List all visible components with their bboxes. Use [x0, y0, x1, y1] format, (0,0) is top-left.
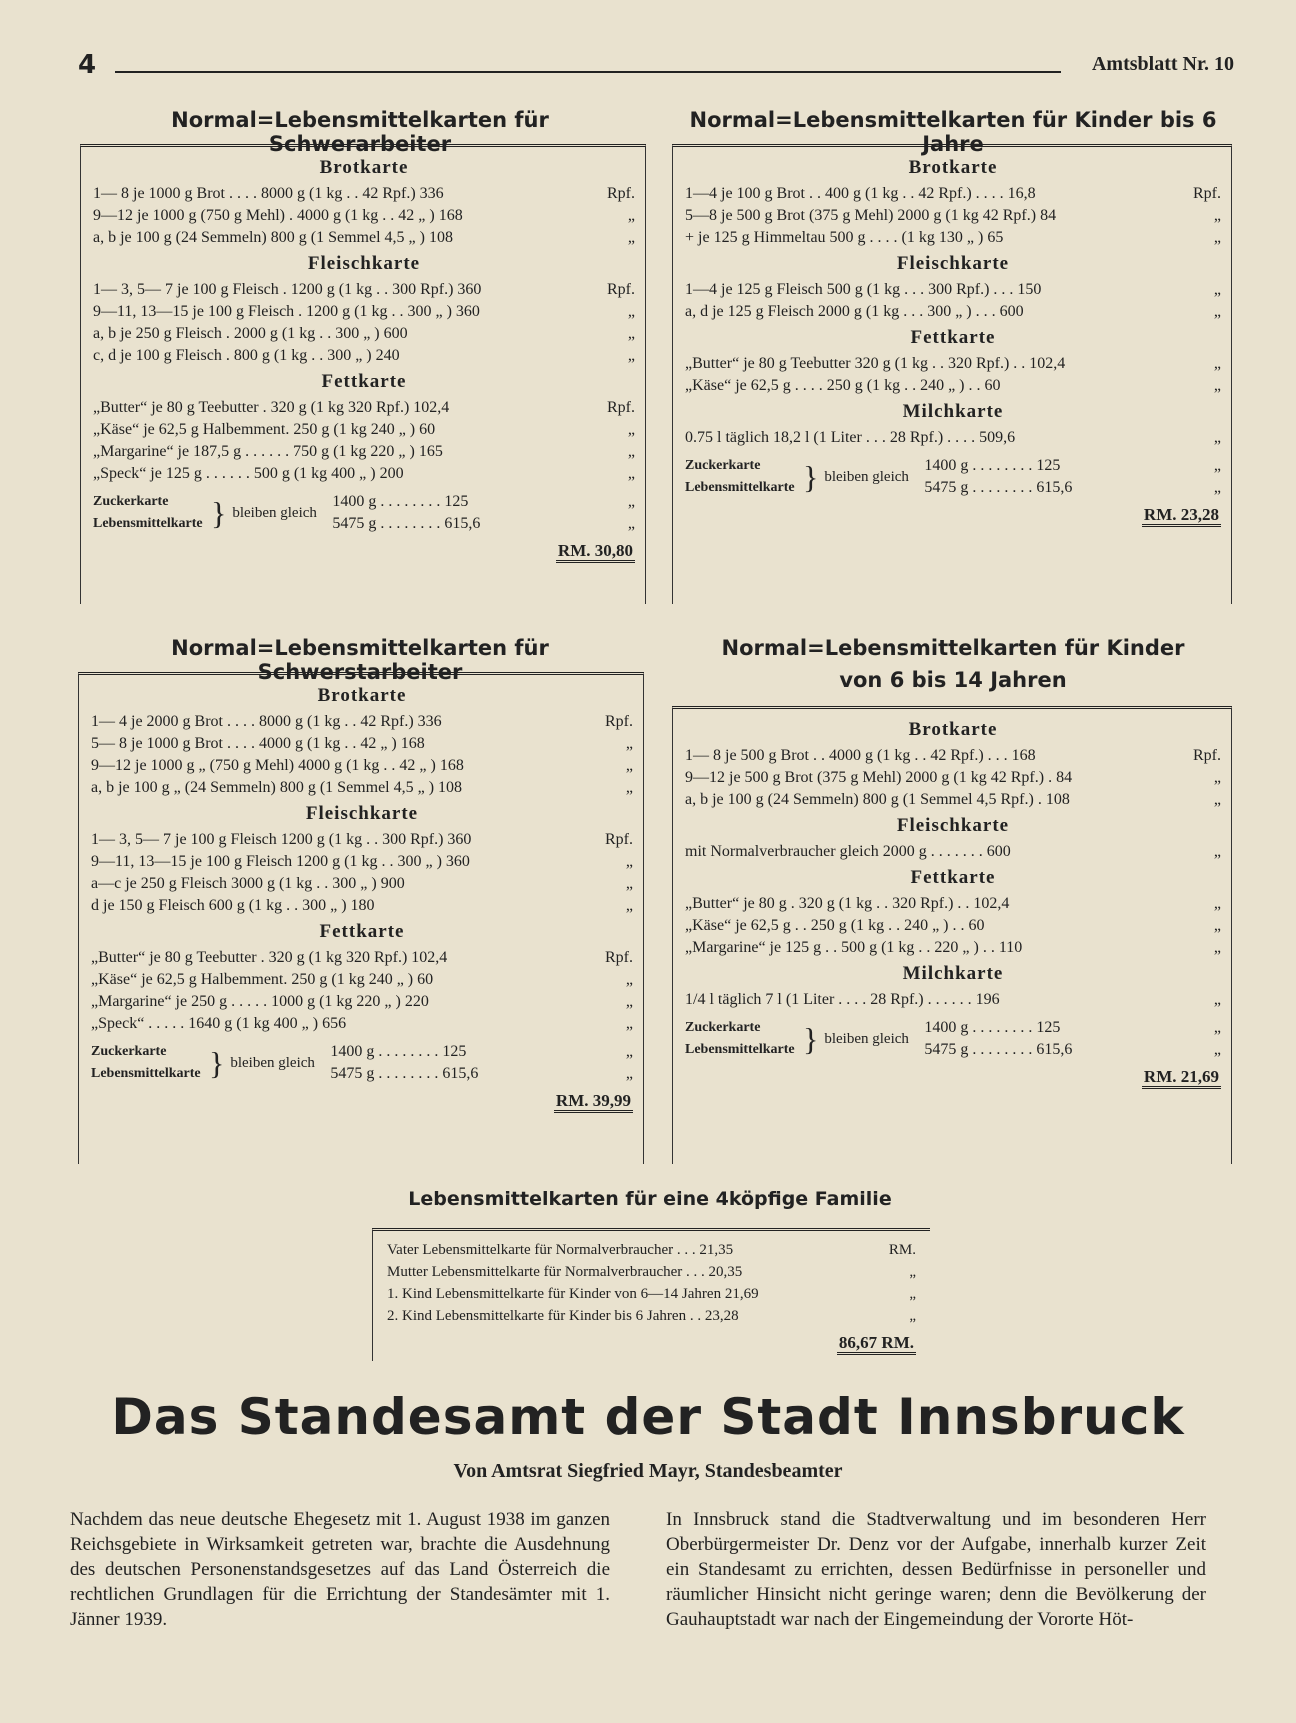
- lebensmittelkarte-label: Lebensmittelkarte: [685, 1042, 795, 1057]
- publication-title: Amtsblatt Nr. 10: [1091, 53, 1234, 75]
- list-item: 9—12 je 500 g Brot (375 g Mehl) 2000 g (1 kg 42 Rpf.) . 84 „: [685, 769, 1221, 786]
- list-item: + je 125 g Himmeltau 500 g . . . . (1 kg 130 „ ) 65 „: [685, 229, 1221, 246]
- total: RM. 21,69: [685, 1067, 1221, 1087]
- list-item: 0.75 l täglich 18,2 l (1 Liter . . . 28 Rpf.) . . . . 509,6 „: [685, 429, 1221, 446]
- list-item: Mutter Lebensmittelkarte für Normalverbraucher . . . 20,35 „: [387, 1264, 916, 1280]
- list-item: 5—8 je 500 g Brot (375 g Mehl) 2000 g (1 kg 42 Rpf.) 84 „: [685, 207, 1221, 224]
- list-item: „Speck“ je 125 g . . . . . . 500 g (1 kg 400 „ ) 200 „: [93, 465, 635, 482]
- card-box-kinder-14: [672, 706, 1232, 1164]
- list-item: „Käse“ je 62,5 g . . 250 g (1 kg . . 240 „ ) . . 60 „: [685, 917, 1221, 934]
- section-fleischkarte: Fleischkarte: [305, 803, 419, 824]
- list-item: 1400 g . . . . . . . . 125 „: [924, 457, 1221, 474]
- list-item: 1— 3, 5— 7 je 100 g Fleisch 1200 g (1 kg . . 300 Rpf.) 360 Rpf.: [91, 831, 633, 848]
- section-fettkarte: Fettkarte: [910, 867, 996, 888]
- list-item: mit Normalverbraucher gleich 2000 g . . . . . . . 600 „: [685, 843, 1221, 860]
- list-item: 1/4 l täglich 7 l (1 Liter . . . . 28 Rpf.) . . . . . . 196 „: [685, 991, 1221, 1008]
- list-item: „Butter“ je 80 g Teebutter . 320 g (1 kg 320 Rpf.) 102,4 Rpf.: [91, 949, 633, 966]
- list-item: 9—12 je 1000 g „ (750 g Mehl) 4000 g (1 kg . . 42 „ ) 168 „: [91, 757, 633, 774]
- list-item: 5475 g . . . . . . . . 615,6 „: [924, 1041, 1221, 1058]
- list-item: 1400 g . . . . . . . . 125 „: [330, 1043, 633, 1060]
- list-item: „Käse“ je 62,5 g Halbemment. 250 g (1 kg 240 „ ) 60 „: [91, 971, 633, 988]
- section-fleischkarte: Fleischkarte: [896, 253, 1010, 274]
- bleiben-gleich-label: bleiben gleich: [232, 505, 317, 521]
- list-item: 1—4 je 125 g Fleisch 500 g (1 kg . . . 300 Rpf.) . . . 150 „: [685, 281, 1221, 298]
- article-title: Das Standesamt der Stadt Innsbruck: [111, 1388, 1185, 1446]
- list-item: 1— 4 je 2000 g Brot . . . . 8000 g (1 kg . . 42 Rpf.) 336 Rpf.: [91, 713, 633, 730]
- sugar-block: [685, 455, 1221, 499]
- box-title-kinder-14: Normal=Lebensmittelkarten für Kinder: [721, 636, 1185, 660]
- article-column-left: Nachdem das neue deutsche Ehegesetz mit 1. August 1938 im ganzen Reichsgebiete in Wirksamkeit getreten war, brachte die Ausdehnung des deutschen Personenstandsgesetzes auf das Land Österreich die rechtlichen Grundlagen für die Errichtung der Standesämter mit 1. Jänner 1939.: [70, 1509, 610, 1630]
- list-item: a, b je 100 g „ (24 Semmeln) 800 g (1 Semmel 4,5 „ ) 108 „: [91, 779, 633, 796]
- article-column-right: In Innsbruck stand die Stadtverwaltung und im besonderen Herr Oberbürgermeister Dr. Denz vor der Aufgabe, innerhalb kurzer Zeit ein Standesamt zu errichten, dessen Bedürfnisse in personeller und räumlicher Hinsicht nicht geringe waren; denn die Bevölkerung der Gauhauptstadt war nach der Eingemeindung der Vororte Höt-: [666, 1509, 1206, 1630]
- list-item: a—c je 250 g Fleisch 3000 g (1 kg . . 300 „ ) 900 „: [91, 875, 633, 892]
- list-item: 1— 8 je 500 g Brot . . 4000 g (1 kg . . 42 Rpf.) . . . 168 Rpf.: [685, 747, 1221, 764]
- brace-icon: }: [803, 459, 819, 495]
- list-item: „Käse“ je 62,5 g Halbemment. 250 g (1 kg 240 „ ) 60 „: [93, 421, 635, 438]
- list-item: a, b je 250 g Fleisch . 2000 g (1 kg . . 300 „ ) 600 „: [93, 325, 635, 342]
- section-brotkarte: Brotkarte: [908, 157, 998, 178]
- list-item: 1— 3, 5— 7 je 100 g Fleisch . 1200 g (1 kg . . 300 Rpf.) 360 Rpf.: [93, 281, 635, 298]
- zuckerkarte-label: Zuckerkarte: [91, 1044, 167, 1059]
- list-item: 5475 g . . . . . . . . 615,6 „: [330, 1065, 633, 1082]
- list-item: „Käse“ je 62,5 g . . . . 250 g (1 kg . . 240 „ ) . . 60 „: [685, 377, 1221, 394]
- list-item: 5475 g . . . . . . . . 615,6 „: [332, 515, 635, 532]
- list-item: 1. Kind Lebensmittelkarte für Kinder von 6—14 Jahren 21,69 „: [387, 1286, 916, 1302]
- list-item: 2. Kind Lebensmittelkarte für Kinder bis 6 Jahren . . 23,28 „: [387, 1308, 916, 1324]
- list-item: 1400 g . . . . . . . . 125 „: [332, 493, 635, 510]
- family-title: Lebensmittelkarten für eine 4köpfige Familie: [408, 1188, 892, 1210]
- list-item: „Margarine“ je 125 g . . 500 g (1 kg . . 220 „ ) . . 110 „: [685, 939, 1221, 956]
- total: RM. 39,99: [91, 1091, 633, 1111]
- list-item: „Butter“ je 80 g Teebutter . 320 g (1 kg 320 Rpf.) 102,4 Rpf.: [93, 399, 635, 416]
- page-number: 4: [78, 50, 97, 80]
- card-box-schwerstarbeiter: [78, 672, 644, 1164]
- section-brotkarte: Brotkarte: [908, 719, 998, 740]
- brace-icon: }: [803, 1021, 819, 1057]
- list-item: „Margarine“ je 187,5 g . . . . . . 750 g (1 kg 220 „ ) 165 „: [93, 443, 635, 460]
- list-item: 5475 g . . . . . . . . 615,6 „: [924, 479, 1221, 496]
- lebensmittelkarte-label: Lebensmittelkarte: [93, 516, 203, 531]
- section-fleischkarte: Fleischkarte: [307, 253, 421, 274]
- list-item: 1—4 je 100 g Brot . . 400 g (1 kg . . 42 Rpf.) . . . . 16,8 Rpf.: [685, 185, 1221, 202]
- section-milchkarte: Milchkarte: [902, 963, 1004, 984]
- list-item: 9—11, 13—15 je 100 g Fleisch . 1200 g (1 kg . . 300 „ ) 360 „: [93, 303, 635, 320]
- box-title-schwerarbeiter: Normal=Lebensmittelkarten für Schwerarbeiter: [171, 108, 549, 156]
- family-box: [372, 1228, 930, 1361]
- box-subtitle-kinder-14: von 6 bis 14 Jahren: [839, 668, 1067, 692]
- list-item: a, b je 100 g (24 Semmeln) 800 g (1 Semmel 4,5 Rpf.) . 108 „: [685, 791, 1221, 808]
- brace-icon: }: [211, 495, 227, 531]
- family-total: 86,67 RM.: [387, 1333, 916, 1353]
- list-item: 1400 g . . . . . . . . 125 „: [924, 1019, 1221, 1036]
- section-fleischkarte: Fleischkarte: [896, 815, 1010, 836]
- list-item: a, d je 125 g Fleisch 2000 g (1 kg . . . 300 „ ) . . . 600 „: [685, 303, 1221, 320]
- card-box-schwerarbeiter: [80, 144, 646, 604]
- section-fettkarte: Fettkarte: [910, 327, 996, 348]
- list-item: „Butter“ je 80 g . 320 g (1 kg . . 320 Rpf.) . . 102,4 „: [685, 895, 1221, 912]
- list-item: 5— 8 je 1000 g Brot . . . . 4000 g (1 kg . . 42 „ ) 168 „: [91, 735, 633, 752]
- article-byline: Von Amtsrat Siegfried Mayr, Standesbeamter: [453, 1460, 843, 1482]
- bleiben-gleich-label: bleiben gleich: [824, 469, 909, 485]
- list-item: d je 150 g Fleisch 600 g (1 kg . . 300 „ ) 180 „: [91, 897, 633, 914]
- list-item: c, d je 100 g Fleisch . 800 g (1 kg . . 300 „ ) 240 „: [93, 347, 635, 364]
- sugar-block: [93, 491, 635, 535]
- section-fettkarte: Fettkarte: [319, 921, 405, 942]
- list-item: „Butter“ je 80 g Teebutter 320 g (1 kg . . 320 Rpf.) . . 102,4 „: [685, 355, 1221, 372]
- list-item: 1— 8 je 1000 g Brot . . . . 8000 g (1 kg . . 42 Rpf.) 336 Rpf.: [93, 185, 635, 202]
- zuckerkarte-label: Zuckerkarte: [93, 494, 169, 509]
- list-item: „Margarine“ je 250 g . . . . . 1000 g (1 kg 220 „ ) 220 „: [91, 993, 633, 1010]
- zuckerkarte-label: Zuckerkarte: [685, 1020, 761, 1035]
- list-item: a, b je 100 g (24 Semmeln) 800 g (1 Semmel 4,5 „ ) 108 „: [93, 229, 635, 246]
- section-brotkarte: Brotkarte: [319, 157, 409, 178]
- zuckerkarte-label: Zuckerkarte: [685, 458, 761, 473]
- header-rule: [115, 71, 1061, 73]
- sugar-block: [91, 1041, 633, 1085]
- bleiben-gleich-label: bleiben gleich: [230, 1055, 315, 1071]
- bleiben-gleich-label: bleiben gleich: [824, 1031, 909, 1047]
- section-fettkarte: Fettkarte: [321, 371, 407, 392]
- list-item: Vater Lebensmittelkarte für Normalverbraucher . . . 21,35 RM.: [387, 1242, 916, 1258]
- card-box-kinder-6: [672, 144, 1232, 604]
- section-milchkarte: Milchkarte: [902, 401, 1004, 422]
- box-title-kinder-6: Normal=Lebensmittelkarten für Kinder bis 6 Jahre: [689, 108, 1217, 156]
- list-item: „Speck“ . . . . . 1640 g (1 kg 400 „ ) 656 „: [91, 1015, 633, 1032]
- sugar-block: [685, 1017, 1221, 1061]
- list-item: 9—11, 13—15 je 100 g Fleisch 1200 g (1 kg . . 300 „ ) 360 „: [91, 853, 633, 870]
- lebensmittelkarte-label: Lebensmittelkarte: [91, 1066, 201, 1081]
- list-item: 9—12 je 1000 g (750 g Mehl) . 4000 g (1 kg . . 42 „ ) 168 „: [93, 207, 635, 224]
- box-title-schwerstarbeiter: Normal=Lebensmittelkarten für Schwerstarbeiter: [171, 636, 549, 684]
- lebensmittelkarte-label: Lebensmittelkarte: [685, 480, 795, 495]
- brace-icon: }: [209, 1045, 225, 1081]
- total: RM. 23,28: [685, 505, 1221, 525]
- total: RM. 30,80: [93, 541, 635, 561]
- section-brotkarte: Brotkarte: [317, 685, 407, 706]
